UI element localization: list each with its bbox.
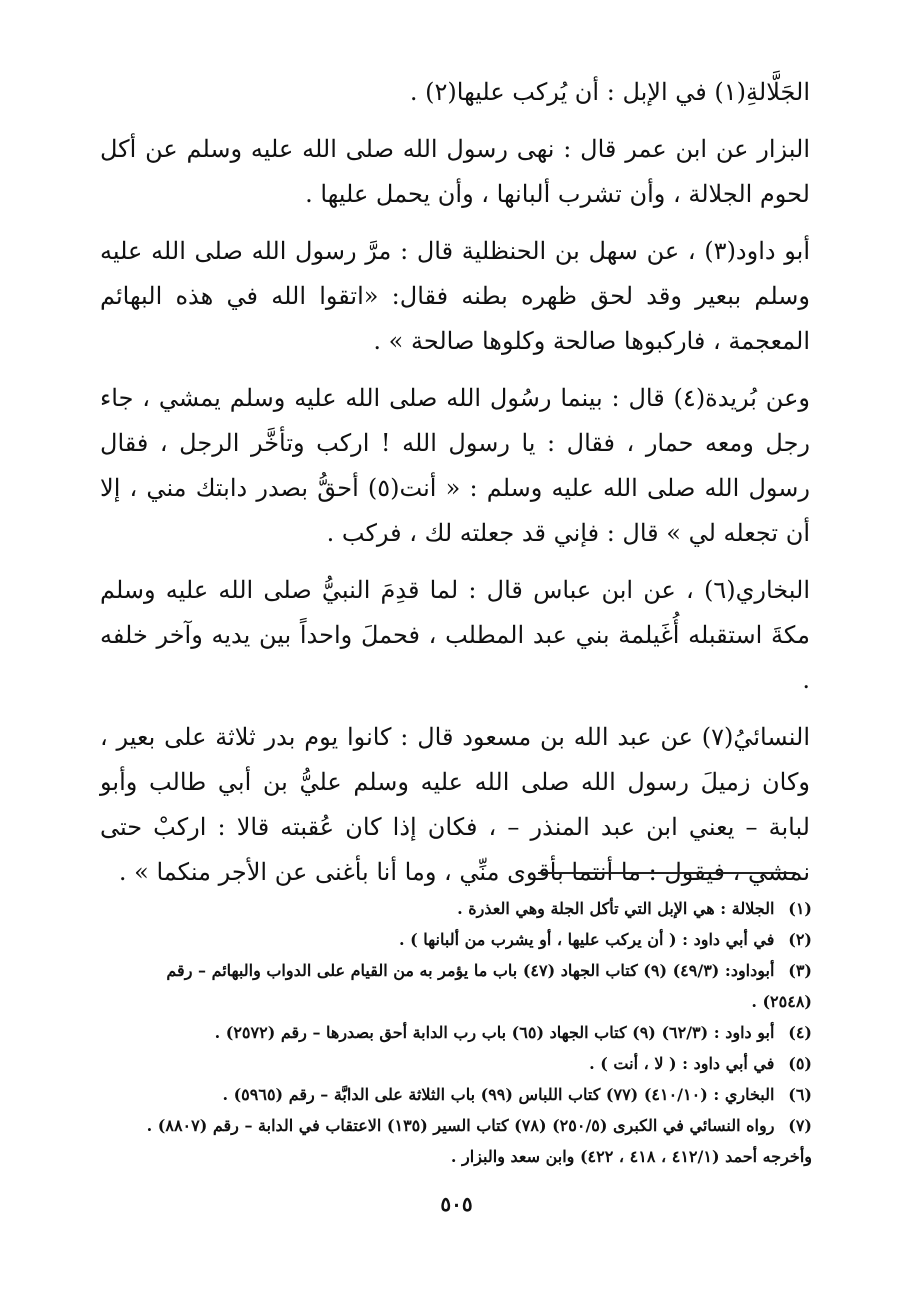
footnote-3 [100,955,812,986]
paragraph-4: وعن بُريدة(٤) قال : بينما رسُول الله صلى الله عليه وسلم يمشي ، جاء رجل ومعه حمار ، فقال : يا رسول الله ! اركب وتأخَّر الرجل ، فقال رسول الله صلى الله عليه وسلم : « أنت(٥) أحقُّ بصدر دابتك مني ، إلا أن تجعله لي » قال : فإني قد جعلته لك ، فركب . [100,384,810,547]
footnote-divider [538,872,796,874]
footnote-number: (٤) [788,1023,812,1042]
footnote-3-continuation: (٢٥٤٨) . [751,992,812,1011]
footnote-number: (١) [788,899,812,918]
footnote-7 [100,1110,812,1141]
footnote-text: في أبي داود : ( لا ، أنت ) . [589,1054,775,1073]
footnote-4 [100,1017,812,1048]
footnote-number: (٧) [788,1116,812,1135]
footnote-1 [100,893,812,924]
footnote-text: أبو داود : (٦٢/٣) (٩) كتاب الجهاد (٦٥) باب رب الدابة أحق بصدرها – رقم (٢٥٧٢) . [214,1023,775,1042]
paragraph-5: البخاري(٦) ، عن ابن عباس قال : لما قدِمَ النبيُّ صلى الله عليه وسلم مكةَ استقبله أُغَيلمة بني عبد المطلب ، فحملَ واحداً بين يديه وآخر خلفه . [100,576,810,694]
footnote-number: (٥) [788,1054,812,1073]
footnote-text: في أبي داود : ( أن يركب عليها ، أو يشرب من ألبانها ) . [399,930,775,949]
page-number: ٥٠٥ [440,1192,473,1216]
footnote-text: أبوداود: (٤٩/٣) (٩) كتاب الجهاد (٤٧) باب ما يؤمر به من القيام على الدواب والبهائم – رقم [166,961,775,980]
footnote-text: البخاري : (٤١٠/١٠) (٧٧) كتاب اللباس (٩٩) باب الثلاثة على الدابَّة – رقم (٥٩٦٥) . [222,1085,775,1104]
paragraph-6: النسائيُ(٧) عن عبد الله بن مسعود قال : كانوا يوم بدر ثلاثة على بعير ، وكان زميلَ رسول الله صلى الله عليه وسلم عليُّ بن أبي طالب وأبو لبابة – يعني ابن عبد المنذر – ، فكان إذا كان عُقبته قالا : اركبْ حتى نمشي ، فيقول : ما أنتما بأقوى منِّي ، وما أنا بأغنى عن الأجر منكما » . [100,723,810,886]
footnote-number: (٣) [788,961,812,980]
footnote-number: (٦) [788,1085,812,1104]
footnote-text: الجلالة : هي الإبل التي تأكل الجلة وهي العذرة . [457,899,775,918]
footnote-5 [100,1048,812,1079]
main-text [100,70,810,907]
paragraph-3: أبو داود(٣) ، عن سهل بن الحنظلية قال : مرَّ رسول الله صلى الله عليه وسلم ببعير وقد لحق ظهره بطنه فقال: «اتقوا الله في هذه البهائم المعجمة ، فاركبوها صالحة وكلوها صالحة » . [100,237,810,355]
paragraph-1: الجَلَّالةِ(١) في الإبل : أن يُركب عليها(٢) . [409,78,810,106]
paragraph-2: البزار عن ابن عمر قال : نهى رسول الله صلى الله عليه وسلم عن أكل لحوم الجلالة ، وأن تشرب ألبانها ، وأن يحمل عليها . [100,135,810,208]
footnote-2 [100,924,812,955]
footnote-number: (٢) [788,930,812,949]
footnote-text: رواه النسائي في الكبرى (٢٥٠/٥) (٧٨) كتاب السير (١٣٥) الاعتقاب في الدابة – رقم (٨٨٠٧) . [146,1116,775,1135]
footnote-6 [100,1079,812,1110]
footnote-7-continuation: وأخرجه أحمد (٤١٢/١ ، ٤١٨ ، ٤٢٢) وابن سعد والبزار . [450,1147,812,1166]
footnotes [100,893,812,1172]
